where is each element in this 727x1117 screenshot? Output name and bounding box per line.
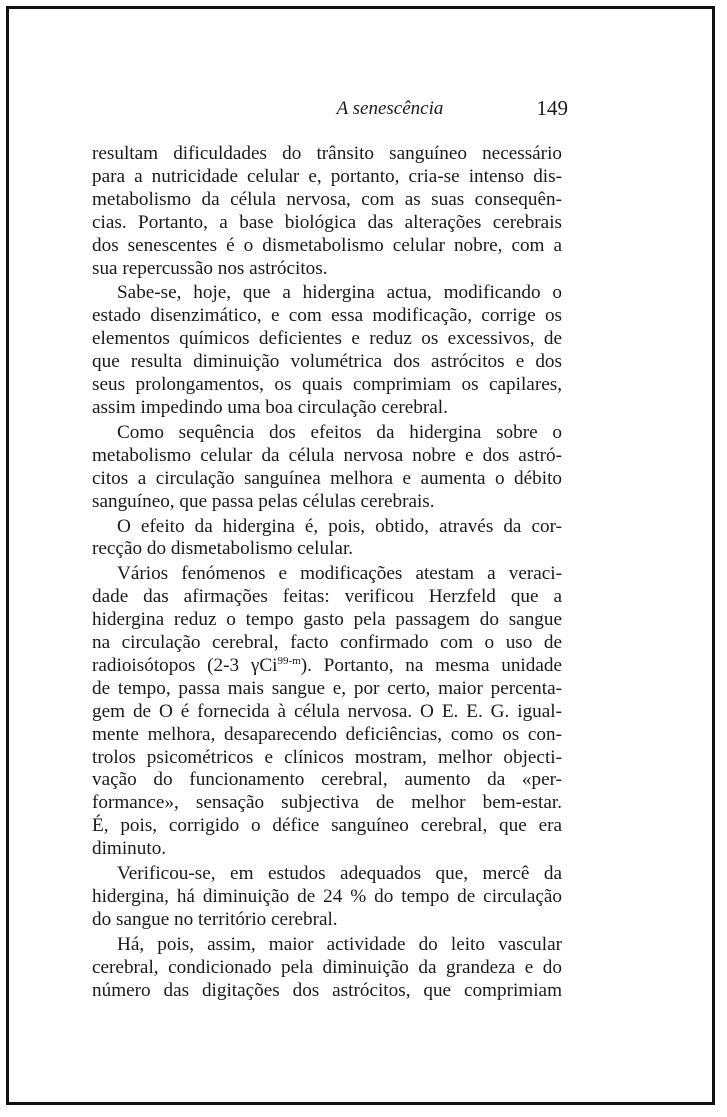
text-line: É, pois, corrigido o défice sanguíneo cerebral, que era — [92, 815, 562, 837]
paragraph-4 — [92, 516, 562, 562]
text-line: dos senescentes é o dismetabolismo celular nobre, com a — [92, 234, 562, 256]
text-line: cias. Portanto, a base biológica das alterações cerebrais — [92, 211, 562, 233]
paragraph-1 — [92, 143, 562, 280]
text-line: mente melhora, desaparecendo deficiências, como os con- — [92, 723, 562, 745]
text-line: sua repercussão nos astrócitos. — [92, 257, 328, 279]
text-line: para a nutricidade celular e, portanto, cria-se intenso dis- — [92, 165, 562, 187]
text-line: de tempo, passa mais sangue e, por certo, maior percenta- — [92, 677, 562, 699]
paragraph-7 — [92, 934, 562, 1003]
text-line: Como sequência dos efeitos da hidergina sobre o — [117, 421, 562, 443]
running-head — [260, 96, 572, 126]
text-line: metabolismo celular da célula nervosa nobre e dos astró- — [92, 444, 562, 466]
text-line: estado disenzimático, e com essa modificação, corrige os — [92, 305, 562, 327]
paragraph-2 — [92, 282, 562, 419]
text-line: cerebral, condicionado pela diminuição da grandeza e do — [92, 956, 562, 978]
text-line: número das digitações dos astrócitos, que comprimiam — [92, 979, 562, 1001]
text-line: assim impedindo uma boa circulação cerebral. — [92, 396, 448, 418]
text-line: hidergina, há diminuição de 24 % do tempo de circulação — [92, 886, 562, 907]
text-line: seus prolongamentos, os quais comprimiam os capilares, — [92, 374, 562, 396]
text-line: metabolismo da célula nervosa, com as suas consequên- — [92, 188, 562, 210]
text-line: gem de O é fornecida à célula nervosa. O E. E. G. igual- — [92, 700, 562, 722]
text-segment: ). Portanto, na mesma unidade — [300, 654, 562, 676]
text-line-with-superscript — [92, 655, 562, 678]
text-line: vação do funcionamento cerebral, aumento da «per- — [92, 769, 562, 791]
text-line: Vários fenómenos e modificações atestam a veraci- — [117, 563, 562, 585]
text-line: sanguíneo, que passa pelas células cerebrais. — [92, 490, 435, 512]
text-line: formance», sensação subjectiva de melhor bem-estar. — [92, 792, 562, 814]
text-line: trolos psicométricos e clínicos mostram, melhor objecti- — [92, 746, 562, 768]
text-line: recção do dismetabolismo celular. — [92, 538, 354, 560]
superscript: 99-m — [277, 654, 301, 667]
paragraph-6 — [92, 863, 562, 932]
text-line: hidergina reduz o tempo gasto pela passagem do sangue — [92, 609, 562, 631]
running-title: A senescência — [336, 98, 444, 119]
text-line: na circulação cerebral, facto confirmado com o uso de — [92, 632, 562, 654]
text-line: resultam dificuldades do trânsito sanguíneo necessário — [92, 143, 562, 164]
paragraph-5 — [92, 563, 562, 861]
text-line: Verificou-se, em estudos adequados que, mercê da — [117, 863, 562, 885]
text-line: que resulta diminuição volumétrica dos astrócitos e dos — [92, 351, 562, 373]
text-line: do sangue no território cerebral. — [92, 908, 338, 930]
text-line: elementos químicos deficientes e reduz os excessivos, de — [92, 328, 562, 350]
text-line: O efeito da hidergina é, pois, obtido, através da cor- — [117, 515, 562, 537]
text-line: diminuto. — [92, 838, 167, 860]
body-text — [92, 143, 562, 1005]
paragraph-3 — [92, 422, 562, 514]
text-line: Sabe-se, hoje, que a hidergina actua, modificando o — [117, 282, 562, 304]
text-line: Há, pois, assim, maior actividade do leito vascular — [117, 933, 562, 955]
text-line: citos a circulação sanguínea melhora e aumenta o débito — [92, 467, 562, 489]
text-line: dade das afirmações feitas: verificou Herzfeld que a — [92, 586, 562, 608]
text-segment: radioisótopos (2-3 γCi — [92, 654, 278, 676]
page-number: 149 — [536, 96, 568, 120]
